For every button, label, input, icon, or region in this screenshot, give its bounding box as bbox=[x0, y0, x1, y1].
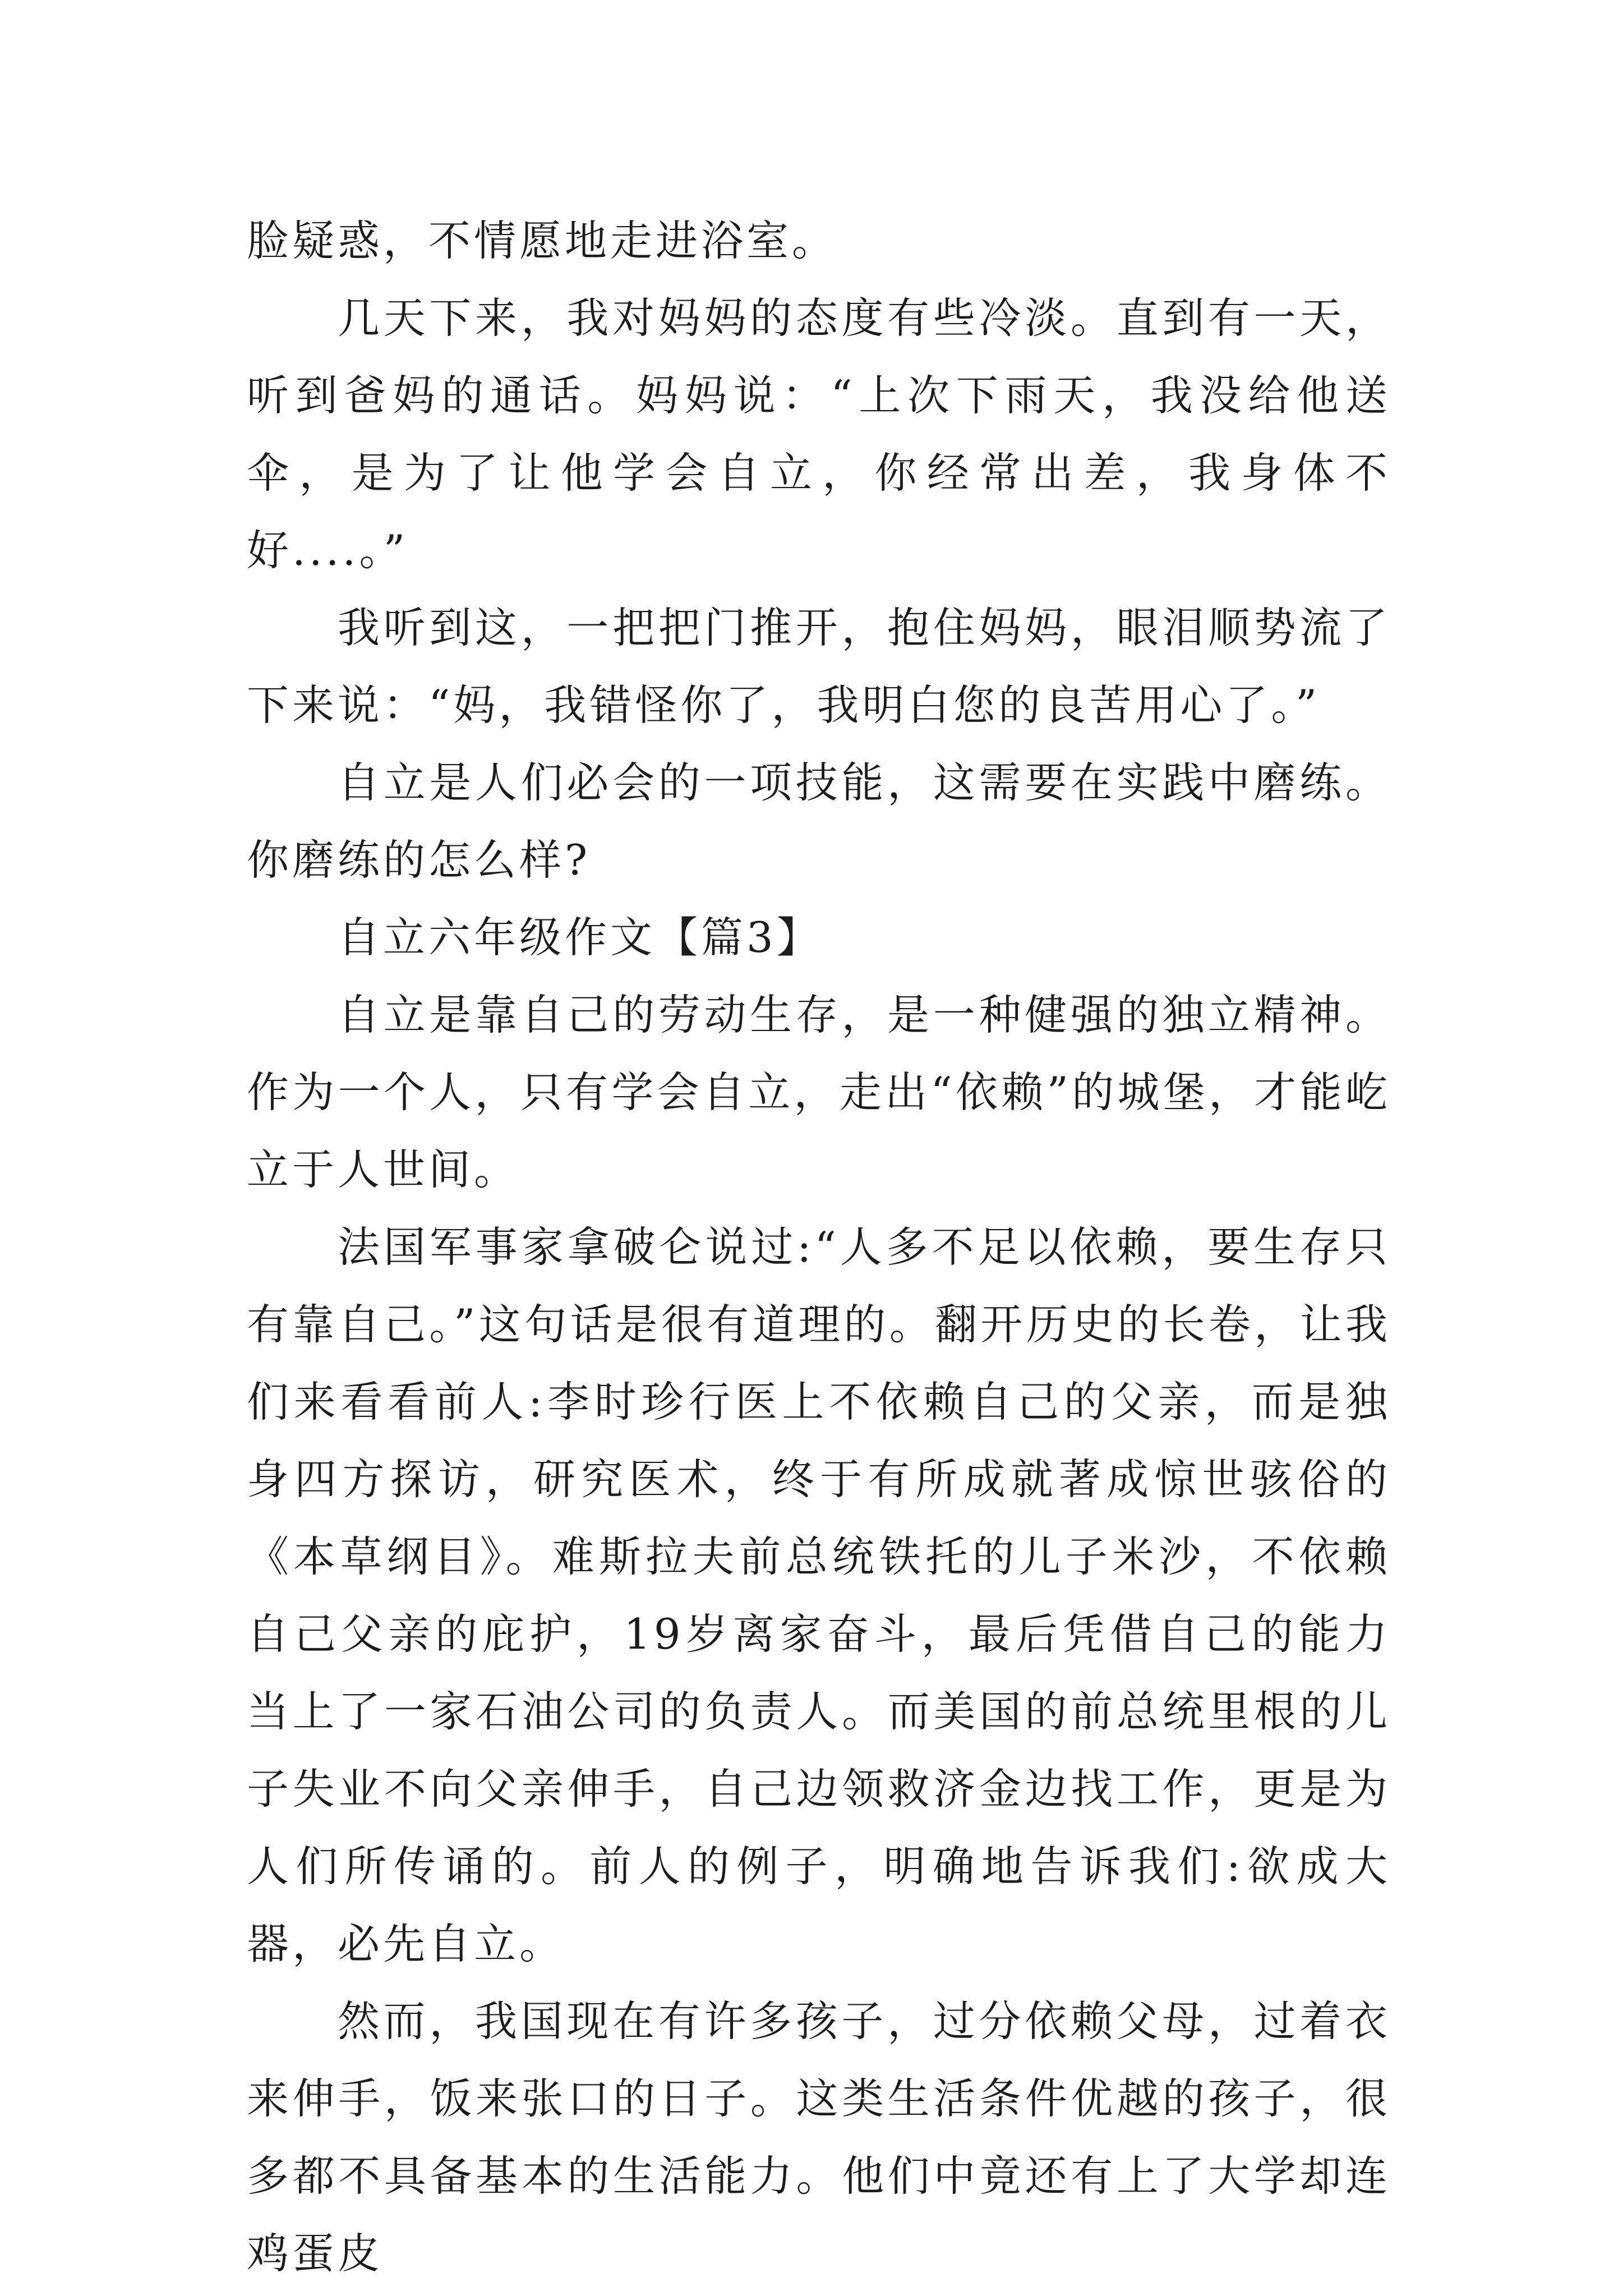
section-heading: 自立六年级作文【篇3】 bbox=[338, 913, 822, 962]
paragraph-1: 脸疑惑，不情愿地走进浴室。 bbox=[247, 216, 838, 265]
paragraph-7: 然而，我国现在有许多孩子，过分依赖父母，过着衣来伸手，饭来张口的日子。这类生活条件优越的孩子，很多都不具备基本的生活能力。他们中竟还有上了大学却连鸡蛋皮 bbox=[247, 1996, 1391, 2278]
paragraph-3: 我听到这，一把把门推开，抱住妈妈，眼泪顺势流了下来说：“妈，我错怪你了，我明白您的良苦用心了。” bbox=[247, 603, 1391, 730]
paragraph-4: 自立是人们必会的一项技能，这需要在实践中磨练。你磨练的怎么样? bbox=[247, 758, 1391, 885]
paragraph-6: 法国军事家拿破仑说过:“人多不足以依赖，要生存只有靠自己。”这句话是很有道理的。翻开历史的长卷，让我们来看看前人:李时珍行医上不依赖自己的父亲，而是独身四方探访，研究医术，终于有所成就著成惊世骇俗的《本草纲目》。难斯拉夫前总统铁托的儿子米沙，不依赖自己父亲的庇护，19岁离家奋斗，最后凭借自己的能力当上了一家石油公司的负责人。而美国的前总统里根的儿子失业不向父亲伸手，自己边领救济金边找工作，更是为人们所传诵的。前人的例子，明确地告诉我们:欲成大器，必先自立。 bbox=[247, 1222, 1391, 1968]
paragraph-5: 自立是靠自己的劳动生存，是一种健强的独立精神。作为一个人，只有学会自立，走出“依赖”的城堡，才能屹立于人世间。 bbox=[247, 990, 1391, 1194]
paragraph-2: 几天下来，我对妈妈的态度有些冷淡。直到有一天，听到爸妈的通话。妈妈说：“上次下雨天，我没给他送伞，是为了让他学会自立，你经常出差，我身体不好....。” bbox=[247, 293, 1391, 575]
document-body bbox=[247, 202, 1391, 2292]
